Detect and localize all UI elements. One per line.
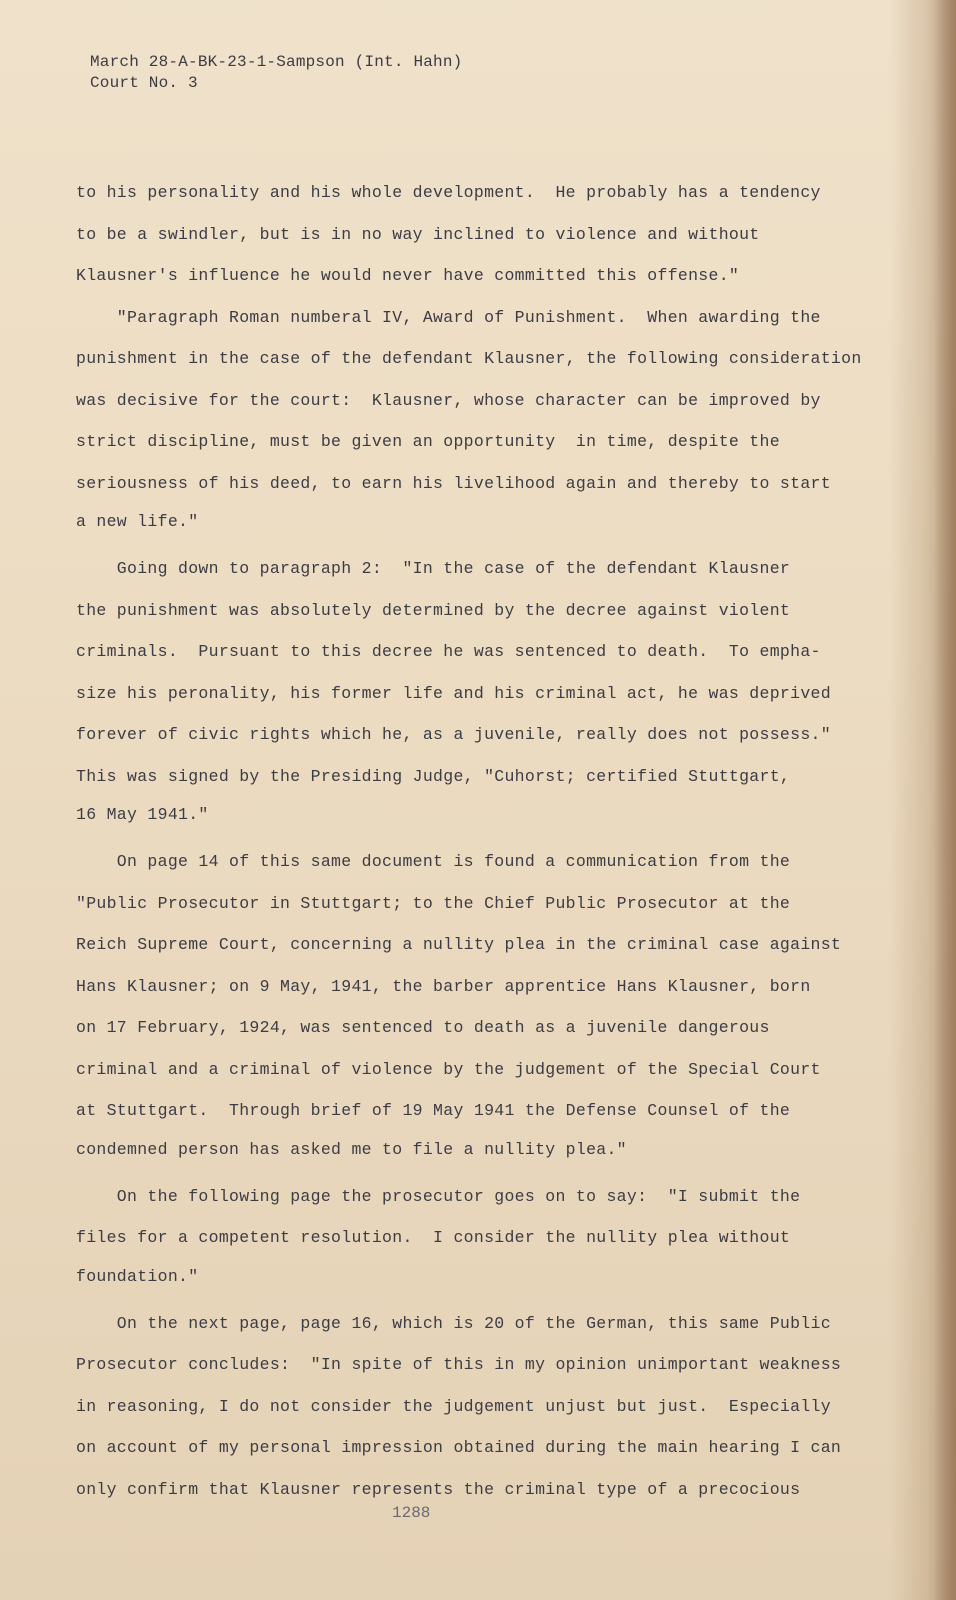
header-reference-line: March 28-A-BK-23-1-Sampson (Int. Hahn) (90, 53, 463, 71)
paragraph-gap (76, 833, 886, 841)
paper-edge-shadow (934, 0, 956, 1600)
text-line: only confirm that Klausner represents the criminal type of a precocious (76, 1479, 801, 1499)
text-line: criminals. Pursuant to this decree he was sentenced to death. To empha- (76, 642, 821, 661)
text-line: On the next page, page 16, which is 20 of the German, this same Public (76, 1313, 831, 1333)
paragraph-gap (76, 540, 886, 548)
text-line: the punishment was absolutely determined by the decree against violent (76, 600, 791, 620)
text-line: in reasoning, I do not consider the judgement unjust but just. Especially (76, 1396, 831, 1416)
text-line: to be a swindler, but is in no way inclined to violence and without (76, 224, 760, 244)
text-line: was decisive for the court: Klausner, whose character can be improved by (76, 390, 821, 410)
page-number: 1288 (392, 1504, 431, 1522)
text-line: condemned person has asked me to file a nullity plea." (76, 1139, 627, 1159)
transcript-body (76, 172, 886, 1510)
text-line: "Paragraph Roman numberal IV, Award of Punishment. When awarding the (76, 307, 821, 327)
text-line: on 17 February, 1924, was sentenced to death as a juvenile dangerous (76, 1018, 770, 1037)
header-court-line: Court No. 3 (90, 74, 198, 92)
text-line: 16 May 1941." (76, 805, 209, 824)
text-line: "Public Prosecutor in Stuttgart; to the Chief Public Prosecutor at the (76, 893, 791, 913)
text-line: punishment in the case of the defendant Klausner, the following consideration (76, 349, 862, 368)
text-line: Prosecutor concludes: "In spite of this in my opinion unimportant weakness (76, 1355, 842, 1374)
document-header (90, 52, 462, 94)
text-line: Going down to paragraph 2: "In the case of the defendant Klausner (76, 559, 791, 578)
text-line: This was signed by the Presiding Judge, "Cuhorst; certified Stuttgart, (76, 766, 791, 786)
text-line: forever of civic rights which he, as a juvenile, really does not possess." (76, 725, 831, 744)
text-line: on account of my personal impression obtained during the main hearing I can (76, 1438, 842, 1457)
text-line: seriousness of his deed, to earn his livelihood again and thereby to start (76, 473, 831, 493)
text-line: On page 14 of this same document is found a communication from the (76, 852, 791, 871)
text-line: size his peronality, his former life and his criminal act, he was deprived (76, 683, 831, 703)
text-line: Hans Klausner; on 9 May, 1941, the barber apprentice Hans Klausner, born (76, 976, 811, 996)
text-line: to his personality and his whole development. He probably has a tendency (76, 183, 821, 202)
text-line: a new life." (76, 512, 199, 531)
paragraph-gap (76, 1168, 886, 1176)
text-line: Reich Supreme Court, concerning a nullity plea in the criminal case against (76, 935, 842, 954)
text-line: criminal and a criminal of violence by the judgement of the Special Court (76, 1059, 821, 1079)
text-line: strict discipline, must be given an opportunity in time, despite the (76, 432, 780, 451)
text-line: at Stuttgart. Through brief of 19 May 1941 the Defense Counsel of the (76, 1101, 791, 1120)
text-line: On the following page the prosecutor goes on to say: "I submit the (76, 1186, 801, 1206)
paragraph-gap (76, 1295, 886, 1303)
text-line: Klausner's influence he would never have committed this offense." (76, 266, 740, 285)
text-line: foundation." (76, 1266, 199, 1286)
text-line: files for a competent resolution. I consider the nullity plea without (76, 1228, 791, 1247)
